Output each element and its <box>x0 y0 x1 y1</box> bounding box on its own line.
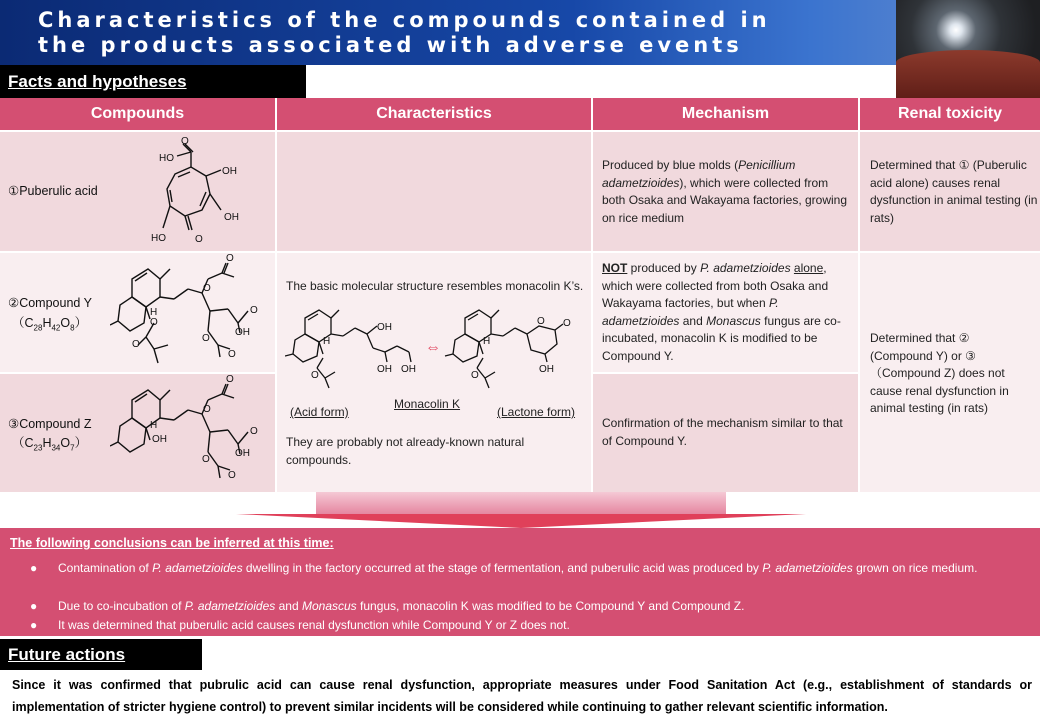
monacolin-acid-h: H <box>323 336 331 347</box>
puberulic-ho-bottom: HO <box>151 233 166 244</box>
monacolin-acid-oh-2: OH <box>377 364 392 375</box>
monacolin-lactone-o-1: O <box>563 318 571 329</box>
monacolin-lactone-h: H <box>483 336 491 347</box>
compound-y-o-4: O <box>150 317 158 328</box>
compound-y-o-5: O <box>132 339 140 350</box>
renal-compound-yz: Determined that ② (Compound Y) or ③ （Compound Z) does not cause renal dysfunction in animal testing (in rats) <box>870 331 1009 415</box>
compound-z-o-4: O <box>202 454 210 465</box>
conclusion-item: Due to co-incubation of P. adametzioides and Monascus fungus, monacolin K was modified to be Compound Y and Compound Z. <box>58 599 745 613</box>
characteristics-intro: The basic molecular structure resembles monacolin K’s. <box>286 279 584 293</box>
renal-puberulic: Determined that ① (Puberulic acid alone) causes renal dysfunction in animal testing (in rats) <box>870 158 1038 225</box>
compound-z-o-1: O <box>226 374 234 385</box>
header-characteristics: Characteristics <box>277 98 591 130</box>
monacolin-lactone-o: O <box>471 370 479 381</box>
compound-y-o-7: O <box>228 349 236 360</box>
compound-z-oh-1: OH <box>235 448 250 459</box>
compound-y-h: H <box>150 307 158 318</box>
bullet-icon: ● <box>30 561 38 575</box>
compound-z-o-5: O <box>228 470 236 481</box>
mechanism-compound-y: NOT produced by P. adametzioides alone, which were collected from both Osaka and Wakayama factories, but when P. adametzioides and Monascus fungus are co-incubated, monacolin K is modified to be Compound Y. <box>602 261 841 363</box>
compound-y-o-3: O <box>250 305 258 316</box>
section-future-label: Future actions <box>0 639 202 670</box>
compound-y-structure <box>110 253 275 372</box>
down-arrow-head-icon <box>236 514 806 528</box>
formula-compound-y: $(C_{28}H_{42}O_8)$ <box>12 316 88 333</box>
compound-y-o-1: O <box>226 253 234 264</box>
header-renal-toxicity: Renal toxicity <box>860 98 1040 130</box>
compound-z-h: H <box>150 420 158 431</box>
equilibrium-arrow: ⇔ <box>425 339 441 356</box>
monacolin-acid-o: O <box>311 370 319 381</box>
label-puberulic-acid: ①Puberulic acid <box>8 184 98 198</box>
acid-form-label: (Acid form) <box>290 405 349 419</box>
formula-compound-z: $(C_{23}H_{34}O_7)$ <box>12 436 88 453</box>
compound-y-o-2: O <box>203 283 211 294</box>
monacolin-k-structures <box>285 300 585 390</box>
label-compound-z: ③Compound Z <box>8 417 92 431</box>
lactone-form-label: (Lactone form) <box>497 405 576 419</box>
characteristics-note: They are probably not already-known natural compounds. <box>286 435 525 467</box>
compound-z-o-2: O <box>203 404 211 415</box>
compound-z-o-3: O <box>250 426 258 437</box>
puberulic-ho-left: HO <box>159 153 174 164</box>
page-title: Characteristics of the compounds contained in the products associated with adverse events <box>38 8 771 57</box>
puberulic-o-top: O <box>181 136 189 147</box>
bullet-icon: ● <box>30 618 38 632</box>
bullet-icon: ● <box>30 599 38 613</box>
puberulic-oh-1: OH <box>222 166 237 177</box>
monacolin-lactone-oh: OH <box>539 364 554 375</box>
conclusion-item: It was determined that puberulic acid causes renal dysfunction while Compound Y or Z does not. <box>58 618 570 632</box>
monacolin-acid-oh-1: OH <box>377 322 392 333</box>
section-facts-label: Facts and hypotheses <box>0 65 306 98</box>
header-mechanism: Mechanism <box>593 98 858 130</box>
compound-y-o-6: O <box>202 333 210 344</box>
compound-z-oh-2: OH <box>152 434 167 445</box>
monacolin-lactone-o-2: O <box>537 316 545 327</box>
factory-photo <box>896 0 1040 100</box>
puberulic-o-bottom: O <box>195 234 203 245</box>
mechanism-puberulic: Produced by blue molds (Penicillium adametzioides), which were collected from both Osaka and Wakayama factories, growing on rice medium <box>602 158 848 225</box>
down-arrow-icon <box>316 492 726 514</box>
conclusions-heading: The following conclusions can be inferred at this time: <box>10 536 334 550</box>
conclusion-item: Contamination of P. adametzioides dwelling in the factory occurred at the stage of fermentation, and puberulic acid was produced by P. adametzioides grown on rice medium. <box>58 561 978 575</box>
monacolin-acid-oh-3: OH <box>401 364 416 375</box>
puberulic-oh-2: OH <box>224 212 239 223</box>
puberulic-acid-structure <box>115 132 275 251</box>
compound-z-structure <box>110 374 275 492</box>
monacolin-k-label: Monacolin K <box>394 397 461 411</box>
compound-y-oh: OH <box>235 327 250 338</box>
header-compounds: Compounds <box>0 98 275 130</box>
future-actions-text: Since it was confirmed that pubrulic acid can cause renal dysfunction, appropriate measures under Food Sanitation Act (e.g., establishment of standards or implementation of stricter hygiene control) to prevent similar incidents will be considered while continuing to gather relevant scientific information. <box>12 678 1032 714</box>
label-compound-y: ②Compound Y <box>8 296 92 310</box>
cell-characteristics-puberulic <box>277 132 591 251</box>
mechanism-compound-z: Confirmation of the mechanism similar to that of Compound Y. <box>602 416 843 448</box>
